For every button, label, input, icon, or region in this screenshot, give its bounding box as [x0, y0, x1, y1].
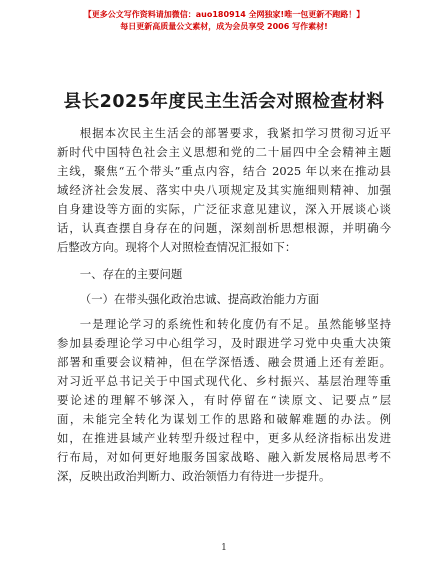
- paragraph-line: 面，未能完全转化为谋划工作的思路和破解难题的办法。例: [57, 412, 391, 426]
- paragraph-line: 如，在推进县域产业转型升级过程中，更多从经济指标出发进: [57, 431, 391, 445]
- paragraph-line: 对习近平总书记关于中国式现代化、乡村振兴、基层治理等重: [57, 374, 391, 388]
- intro-line: 域经济社会发展、落实中央八项规定及其实施细则精神、加强: [57, 183, 391, 197]
- paragraph-line: 要论述的理解不够深入，有时停留在“读原文、记要点”层: [57, 393, 391, 407]
- intro-line: 话，认真查摆自身存在的问题，深刻剖析思想根源，并明确今: [57, 221, 391, 235]
- intro-line: 新时代中国特色社会主义思想和党的二十届四中全会精神主题: [57, 145, 391, 159]
- section-heading: 一、存在的主要问题: [79, 267, 183, 281]
- intro-line: 主线，聚焦“五个带头”重点内容，结合 2025 年以来在推动县: [57, 164, 391, 178]
- paragraph-line: 行布局，对如何更好地服务国家战略、融入新发展格局思考不: [57, 450, 391, 464]
- document-body: [57, 124, 391, 486]
- intro-line: 自身建设等方面的实际，广泛征求意见建议，深入开展谈心谈: [57, 202, 391, 216]
- document-title: 县长2025年度民主生活会对照检查材料: [63, 92, 385, 112]
- promo-banner-line-1: 【更多公文写作资料请加微信：auo180914 全网独家!唯一包更新不跑路！】: [83, 10, 365, 19]
- intro-line: 根据本次民主生活会的部署要求，我紧扣学习贯彻习近平: [79, 126, 391, 140]
- paragraph-line: 参加县委理论学习中心组学习，及时跟进学习党中央重大决策: [57, 336, 391, 350]
- paragraph-line: 一是理论学习的系统性和转化度仍有不足。虽然能够坚持: [79, 317, 391, 331]
- paragraph-line: 部署和重要会议精神，但在学深悟透、融会贯通上还有差距。: [57, 355, 391, 369]
- paragraph-line: 深，反映出政治判断力、政治领悟力有待进一步提升。: [57, 469, 331, 483]
- intro-line: 后整改方向。现将个人对照检查情况汇报如下：: [57, 240, 297, 254]
- subsection-heading: （一）在带头强化政治忠诚、提高政治能力方面: [79, 292, 320, 306]
- page-number: 1: [221, 543, 227, 553]
- promo-banner-line-2: 每日更新高质量公文素材，成为会员享受 2006 写作素材!: [120, 22, 328, 31]
